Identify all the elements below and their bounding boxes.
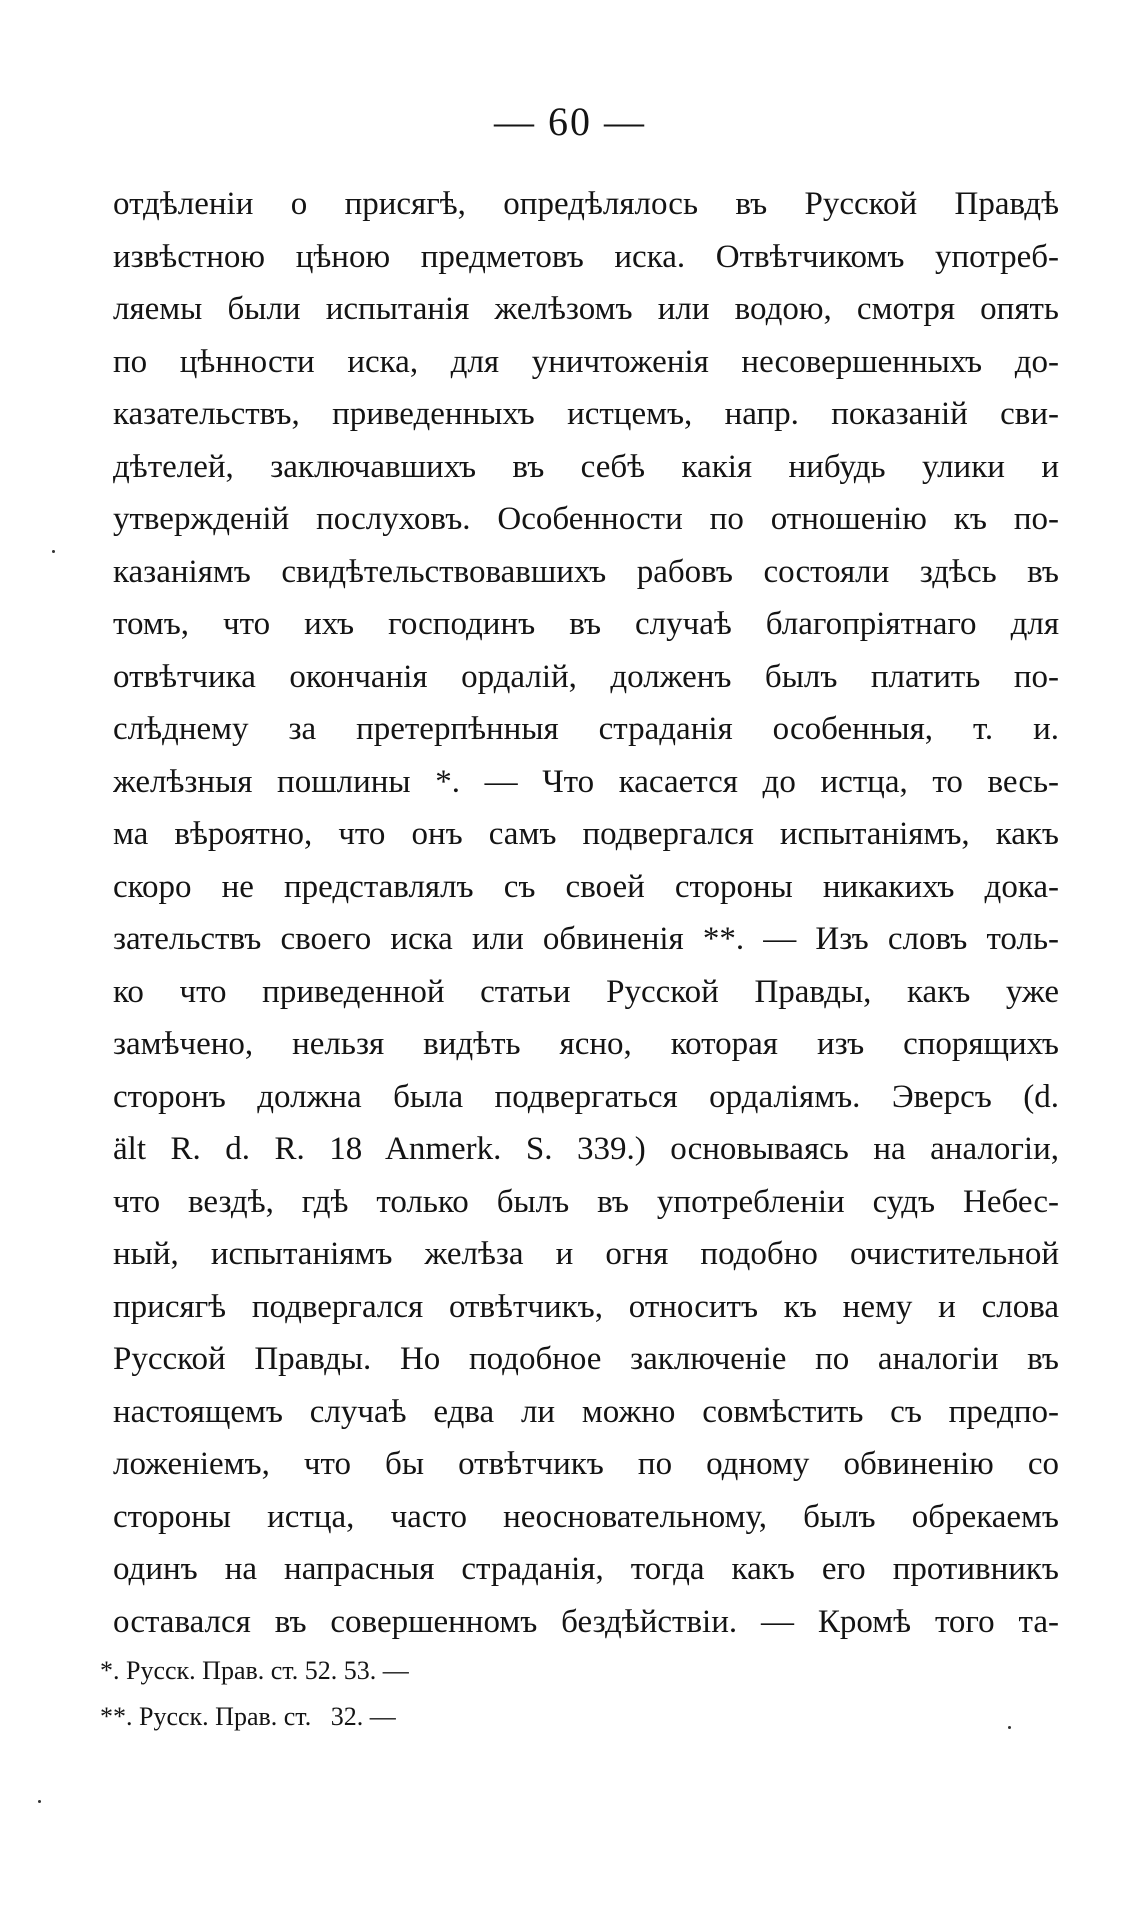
- text-line: скоро не представлялъ съ своей стороны никакихъ дока-: [113, 868, 1059, 905]
- text-line: томъ, что ихъ господинъ въ случаѣ благопріятнаго для: [113, 606, 1059, 642]
- text-line: оставался въ совершенномъ бездѣйствіи. — Кромѣ того та-: [113, 1603, 1059, 1640]
- text-line: ält R. d. R. 18 Anmerk. S. 339.) основываясь на аналогіи,: [113, 1131, 1059, 1167]
- text-line: по цѣнности иска, для уничтоженія несовершенныхъ до-: [113, 343, 1059, 380]
- text-line: отдѣленіи о присягѣ, опредѣлялось въ Русской Правдѣ: [113, 186, 1059, 222]
- page-number: — 60 —: [494, 99, 646, 144]
- text-line: слѣднему за претерпѣнныя страданія особенныя, т. и.: [113, 711, 1059, 747]
- text-line: ляемы были испытанія желѣзомъ или водою, смотря опять: [113, 291, 1059, 327]
- text-line: желѣзныя пошлины *. — Что касается до истца, то весь-: [113, 763, 1059, 800]
- text-line: сторонъ должна была подвергаться ордаліямъ. Эверсъ (d.: [113, 1078, 1059, 1115]
- scan-speck: [1008, 1726, 1011, 1729]
- scan-speck: [52, 550, 55, 553]
- text-line: ный, испытаніямъ желѣза и огня подобно очистительной: [113, 1236, 1059, 1272]
- text-line: замѣчено, нельзя видѣть ясно, которая изъ спорящихъ: [113, 1026, 1059, 1062]
- footnotes: [100, 1648, 700, 1740]
- text-line: дѣтелей, заключавшихъ въ себѣ какія нибудь улики и: [113, 448, 1059, 485]
- text-line: присягѣ подвергался отвѣтчикъ, относитъ къ нему и слова: [113, 1288, 1059, 1325]
- text-line: утвержденій послуховъ. Особенности по отношенію къ по-: [113, 501, 1059, 537]
- text-line: одинъ на напрасныя страданія, тогда какъ его противникъ: [113, 1551, 1059, 1587]
- text-line: настоящемъ случаѣ едва ли можно совмѣстить съ предпо-: [113, 1393, 1059, 1430]
- footnote: *. Русск. Прав. ст. 52. 53. —: [100, 1656, 409, 1685]
- scan-speck: [38, 1800, 41, 1803]
- text-line: казательствъ, приведенныхъ истцемъ, напр. показаній сви-: [113, 396, 1059, 432]
- text-line: зательствъ своего иска или обвиненія **. — Изъ словъ толь-: [113, 921, 1059, 957]
- text-line: ложеніемъ, что бы отвѣтчикъ по одному обвиненію со: [113, 1446, 1059, 1482]
- text-line: извѣстною цѣною предметовъ иска. Отвѣтчикомъ употреб-: [113, 238, 1059, 275]
- text-line: что вездѣ, гдѣ только былъ въ употребленіи судъ Небес-: [113, 1183, 1059, 1220]
- text-line: Русской Правды. Но подобное заключеніе по аналогіи въ: [113, 1341, 1059, 1377]
- footnote: **. Русск. Прав. ст. 32. —: [100, 1702, 396, 1731]
- text-line: казаніямъ свидѣтельствовавшихъ рабовъ состояли здѣсь въ: [113, 553, 1059, 590]
- text-line: отвѣтчика окончанія ордалій, долженъ былъ платить по-: [113, 658, 1059, 695]
- text-line: ко что приведенной статьи Русской Правды, какъ уже: [113, 973, 1059, 1010]
- text-line: ма вѣроятно, что онъ самъ подвергался испытаніямъ, какъ: [113, 816, 1059, 852]
- text-line: стороны истца, часто неосновательному, былъ обрекаемъ: [113, 1498, 1059, 1535]
- body-text: [113, 178, 1059, 1648]
